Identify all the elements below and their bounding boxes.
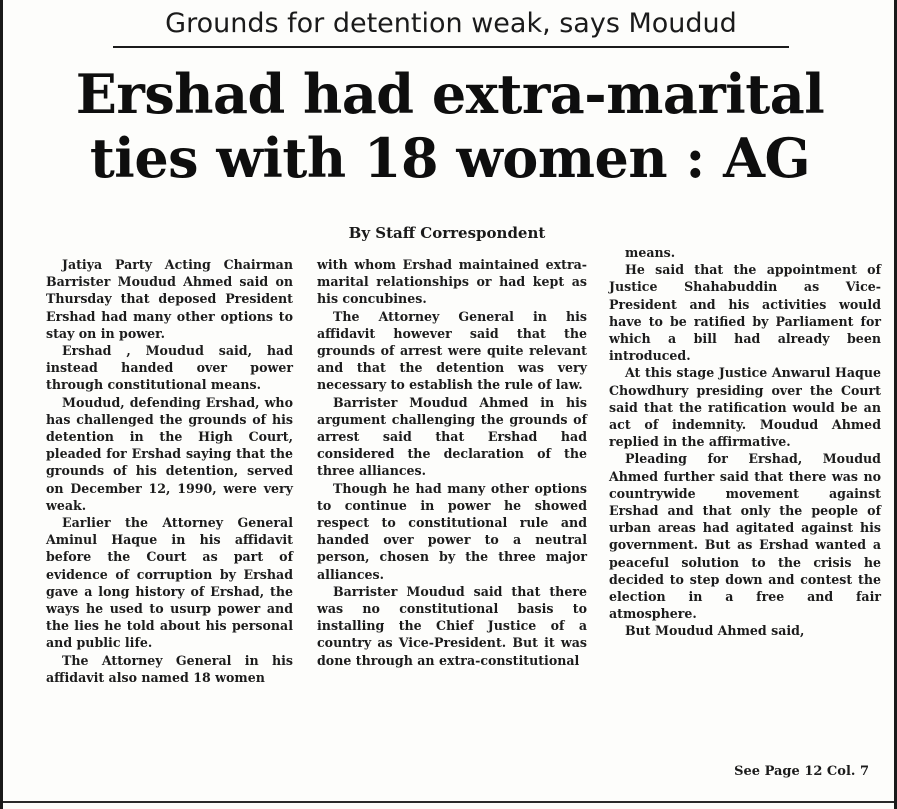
paragraph: At this stage Justice Anwarul Haque Chowdhury presiding over the Court said that the ratification would be an act of indemnity. Moudud Ahmed replied in the affirmative. bbox=[609, 365, 881, 450]
bottom-rule bbox=[3, 801, 897, 803]
paragraph: Jatiya Party Acting Chairman Barrister Moudud Ahmed said on Thursday that deposed President Ershad had many other options to stay on in power. bbox=[46, 257, 293, 341]
byline: By Staff Correspondent bbox=[348, 224, 546, 242]
paragraph: Moudud, defending Ershad, who has challenged the grounds of his detention in the High Court, pleaded for Ershad saying that the grounds of his detention, served on December 12, 1990, were very weak. bbox=[46, 394, 293, 513]
continuation-note: See Page 12 Col. 7 bbox=[734, 764, 869, 779]
paragraph: with whom Ershad maintained extra-marital relationships or had kept as his concubines. bbox=[317, 257, 587, 307]
paragraph: Barrister Moudud Ahmed in his argument challenging the grounds of arrest said that Ershad had considered the declaration of the three alliances. bbox=[317, 394, 587, 479]
paragraph: Earlier the Attorney General Aminul Haque in his affidavit before the Court as part of evidence of corruption by Ershad gave a long history of Ershad, the ways he used to usurp power and the lies he told about his personal and public life. bbox=[46, 515, 293, 651]
paragraph: Though he had many other options to continue in power he showed respect to constitutional rule and handed over power to a neutral person, chosen by the three major alliances. bbox=[317, 480, 587, 582]
headline-line-2: ties with 18 women : AG bbox=[89, 126, 811, 190]
paragraph: Pleading for Ershad, Moudud Ahmed further said that there was no countrywide movement against Ershad and that only the people of urban areas had agitated against his government. But as Ershad wanted a peaceful solution to the crisis he decided to step down and contest the election in a free and fair atmosphere. bbox=[609, 451, 881, 622]
main-headline bbox=[17, 62, 883, 190]
headline-line-1: Ershad had extra-marital bbox=[75, 62, 825, 126]
kicker-headline: Grounds for detention weak, says Moudud bbox=[113, 4, 789, 48]
paragraph: Barrister Moudud said that there was no constitutional basis to installing the Chief Justice of a country as Vice-President. But it was done through an extra-constitutional bbox=[317, 583, 587, 668]
article-column-2 bbox=[317, 256, 587, 669]
article-column-3 bbox=[609, 244, 881, 640]
paragraph: He said that the appointment of Justice Shahabuddin as Vice- President and his activities would have to be ratified by Parliament for which a bill had already been introduced. bbox=[609, 262, 881, 364]
paragraph: The Attorney General in his affidavit also named 18 women bbox=[46, 652, 293, 685]
article-column-1 bbox=[46, 256, 293, 686]
paragraph: Ershad , Moudud said, had instead handed over power through constitutional means. bbox=[46, 343, 293, 393]
paragraph: means. bbox=[625, 245, 676, 260]
paragraph: The Attorney General in his affidavit however said that the grounds of arrest were quite relevant and that the detention was very necessary to establish the rule of law. bbox=[317, 308, 587, 393]
paragraph: But Moudud Ahmed said, bbox=[625, 623, 805, 639]
